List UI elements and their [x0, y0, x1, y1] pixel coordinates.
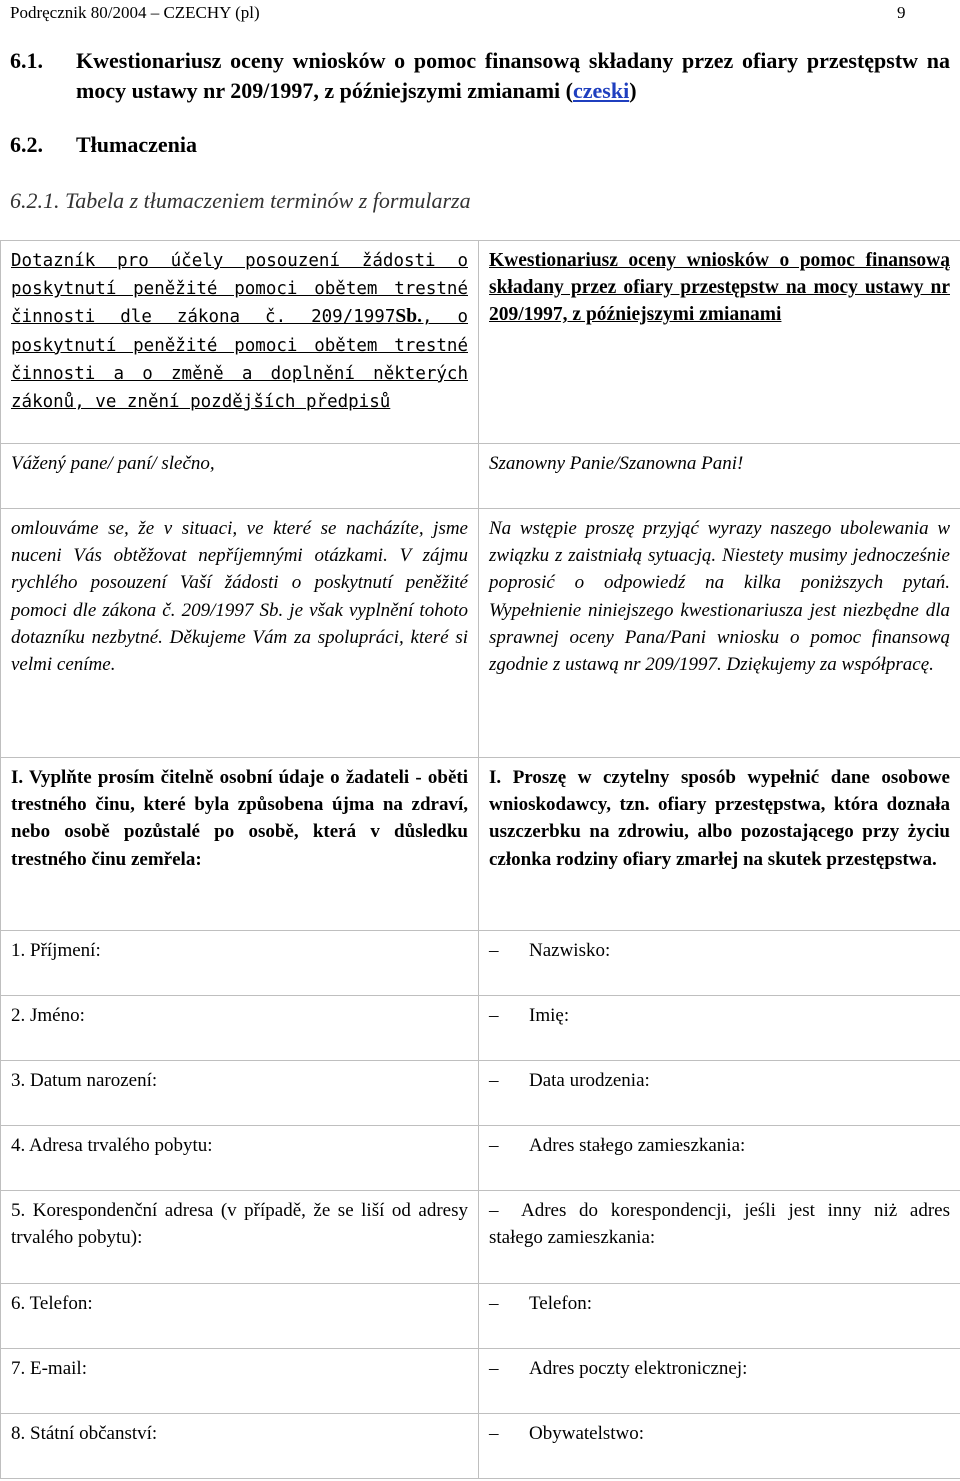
- table-row: [1, 1061, 960, 1126]
- table-row: [1, 1126, 960, 1191]
- cell-pl-field: – Data urodzenia:: [479, 1061, 960, 1126]
- cell-pl-section-1: I. Proszę w czytelny sposób wypełnić dane osobowe wnioskodawcy, tzn. ofiary przestępstwa, która doznała uszczerbku na zdrowiu, albo pozostającego przy życiu członka rodziny ofiary zmarłej na skutek przestępstwa.: [479, 758, 960, 931]
- heading-text: Kwestionariusz oceny wniosków o pomoc finansową składany przez ofiary przestępstw na mocy ustawy nr 209/1997, z późniejszymi zmianami (czeski): [76, 48, 950, 103]
- table-row: [1, 241, 960, 444]
- table-row: [1, 444, 960, 509]
- cell-cz-field: 5. Korespondenční adresa (v případě, že se liší od adresy trvalého pobytu):: [1, 1191, 479, 1284]
- page-header: [0, 0, 960, 28]
- czech-link[interactable]: czeski: [573, 78, 630, 103]
- cell-pl-title: Kwestionariusz oceny wniosków o pomoc finansową składany przez ofiary przestępstw na mocy ustawy nr 209/1997, z późniejszymi zmianami: [479, 241, 960, 444]
- translation-table: [0, 240, 960, 1479]
- cell-pl-greeting: Szanowny Panie/Szanowna Pani!: [479, 444, 960, 509]
- heading-text: Tłumaczenia: [76, 132, 197, 157]
- table-row: [1, 509, 960, 758]
- table-row: [1, 1284, 960, 1349]
- cell-cz-intro: omlouváme se, že v situaci, ve které se nacházíte, jsme nuceni Vás obtěžovat nepříjemnými otázkami. V zájmu rychlého posouzení Vaší žádosti o poskytnutí peněžité pomoci dle zákona č. 209/1997 Sb. je však vyplnění tohoto dotazníku nezbytné. Děkujeme Vám za spolupráci, které si velmi ceníme.: [1, 509, 479, 758]
- document-title: Podręcznik 80/2004 – CZECHY (pl): [10, 3, 260, 22]
- cell-cz-field: 2. Jméno:: [1, 996, 479, 1061]
- cell-cz-greeting: Vážený pane/ paní/ slečno,: [1, 444, 479, 509]
- table-row: [1, 931, 960, 996]
- cell-cz-field: 6. Telefon:: [1, 1284, 479, 1349]
- cell-cz-field: 4. Adresa trvalého pobytu:: [1, 1126, 479, 1191]
- cell-cz-field: 8. Státní občanství:: [1, 1414, 479, 1479]
- subsection-heading-6-2-1: 6.2.1. Tabela z tłumaczeniem terminów z formularza: [10, 188, 471, 213]
- cell-cz-title: Dotazník pro účely posouzení žádosti o poskytnutí peněžité pomoci obětem trestné činnosti dle zákona č. 209/1997Sb., o poskytnutí peněžité pomoci obětem trestné činnosti a o změně a doplnění některých zákonů, ve znění pozdějších předpisů: [1, 241, 479, 444]
- table-row: [1, 758, 960, 931]
- cell-cz-field: 7. E-mail:: [1, 1349, 479, 1414]
- cell-pl-intro: Na wstępie proszę przyjąć wyrazy naszego ubolewania w związku z zaistniałą sytuacją. Niestety musimy jednocześnie poprosić o odpowiedź na kilka poniższych pytań. Wypełnienie niniejszego kwestionariusza jest niezbędne dla sprawnej oceny Pana/Pani wniosku o pomoc finansową zgodnie z ustawą nr 209/1997. Dziękujemy za współpracę.: [479, 509, 960, 758]
- section-heading-6-1: [10, 46, 950, 106]
- cell-cz-section-1: I. Vyplňte prosím čitelně osobní údaje o žadateli - oběti trestného činu, které byla způsobena újma na zdraví, nebo osobě pozůstalé po osobě, která v důsledku trestného činu zemřela:: [1, 758, 479, 931]
- table-row: [1, 1349, 960, 1414]
- heading-number: 6.2.: [10, 132, 43, 157]
- cell-cz-field: 1. Příjmení:: [1, 931, 479, 996]
- cell-pl-field: – Nazwisko:: [479, 931, 960, 996]
- cell-pl-field: – Telefon:: [479, 1284, 960, 1349]
- cell-pl-field: – Imię:: [479, 996, 960, 1061]
- table-row: [1, 996, 960, 1061]
- page-number: 9: [897, 3, 906, 22]
- section-heading-6-2: [10, 130, 197, 160]
- table-row: [1, 1191, 960, 1284]
- cell-pl-field: – Adres do korespondencji, jeśli jest inny niż adres stałego zamieszkania:: [479, 1191, 960, 1284]
- cell-pl-field: – Adres stałego zamieszkania:: [479, 1126, 960, 1191]
- cell-pl-field: – Adres poczty elektronicznej:: [479, 1349, 960, 1414]
- cell-cz-field: 3. Datum narození:: [1, 1061, 479, 1126]
- cell-pl-field: – Obywatelstwo:: [479, 1414, 960, 1479]
- table-row: [1, 1414, 960, 1479]
- heading-number: 6.1.: [10, 48, 43, 73]
